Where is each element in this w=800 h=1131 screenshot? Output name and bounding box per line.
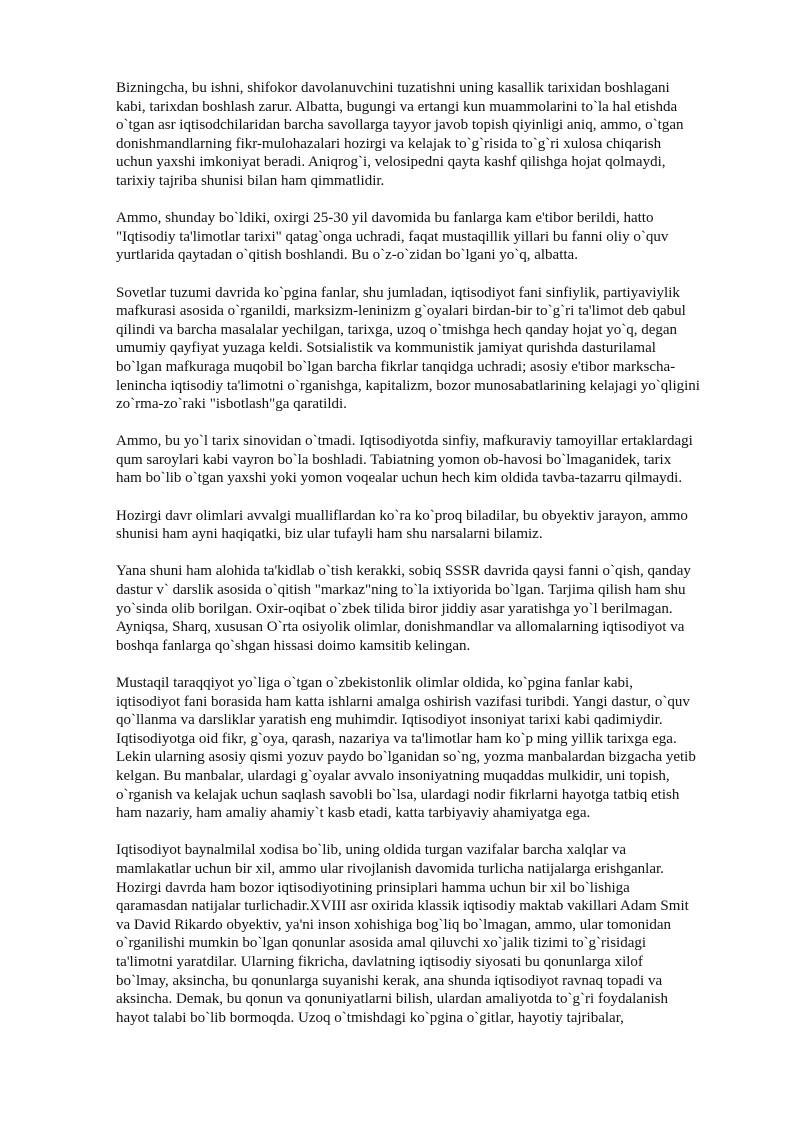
paragraph-7: Mustaqil taraqqiyot yo`liga o`tgan o`zbekistonlik olimlar oldida, ko`pgina fanlar kabi, iqtisodiyot fani borasida ham katta ishlarni amalga oshirish vazifasi turibdi. Yangi dastur, o`quv qo`llanma va darsliklar yaratish eng muhimdir. Iqtisodiyot insoniyat tarixi kabi qadimiydir. Iqtisodiyotga oid fikr, g`oya, qarash, nazariya va ta'limotlar ham ko`p ming yillik tarixga ega. Lekin ularning asosiy qismi yozuv paydo bo`lganidan so`ng, yozma manbalardan bizgacha yetib kelgan. Bu manbalar, ulardagi g`oyalar avvalo insoniyatning muqaddas mulkidir, uni topish, o`rganish va kelajak uchun saqlash savobli bo`lsa, ulardagi nodir fikrlarni hayotga tatbiq etish ham nazariy, ham amaliy ahamiy`t kasb etadi, katta tarbiyaviy ahamiyatga ega.: [116, 675, 696, 822]
paragraph-1: Bizningcha, bu ishni, shifokor davolanuvchini tuzatishni uning kasallik tarixidan boshlagani kabi, tarixdan boshlash zarur. Albatta, bugungi va ertangi kun muammolarini to`la hal etishda o`tgan asr iqtisodchilaridan barcha savollarga tayyor javob topish qiyinligi aniq, ammo, o`tgan donishmandlarning fikr-mulohazalari hozirgi va kelajak to`g`risida to`g`ri xulosa chiqarish uchun yaxshi imkoniyat beradi. Aniqrog`i, velosipedni qayta kashf qilishga hojat qolmaydi, tarixiy tajriba shunisi bilan ham qimmatlidir.: [116, 80, 684, 189]
paragraph-6: Yana shuni ham alohida ta'kidlab o`tish kerakki, sobiq SSSR davrida qaysi fanni o`qish, qanday dastur v` darslik asosida o`qitish "markaz"ning to`la ixtiyorida bo`lgan. Tarjima qilish ham shu yo`sinda olib borilgan. Oxir-oqibat o`zbek tilida biror jiddiy asar yaratishga yo`l berilmagan. Ayniqsa, Sharq, xususan O`rta osiyolik olimlar, donishmandlar va allomalarning iqtisodiyot va boshqa fanlarga qo`shgan hissasi doimo kamsitib kelingan.: [116, 563, 691, 654]
paragraph-4: Ammo, bu yo`l tarix sinovidan o`tmadi. Iqtisodiyotda sinfiy, mafkuraviy tamoyillar ertaklardagi qum saroylari kabi vayron bo`la boshladi. Tabiatning yomon ob-havosi bo`lmaganidek, tarix ham bo`lib o`tgan yaxshi yoki yomon voqealar uchun hech kim oldida tavba-tazarru qilmaydi.: [116, 433, 693, 487]
document-page: [116, 79, 756, 1046]
paragraph-3: Sovetlar tuzumi davrida ko`pgina fanlar, shu jumladan, iqtisodiyot fani sinfiylik, partiyaviylik mafkurasi asosida o`rganildi, marksizm-leninizm g`oyalari birdan-bir to`g`ri ta'limot deb qabul qilindi va barcha masalalar yechilgan, tarixga, uzoq o`tmishga hech qanday hojat yo`q, degan umumiy qayfiyat yuzaga keldi. Sotsialistik va kommunistik jamiyat qurishda dasturilamal bo`lgan mafkuraga muqobil bo`lgan barcha fikrlar tanqidga uchradi; asosiy e'tibor markscha- lenincha iqtisodiy ta'limotni o`rganishga, kapitalizm, bozor munosabatlarining kelajagi yo`qligini zo`rma-zo`raki "isbotlash"ga qaratildi.: [116, 284, 700, 413]
paragraph-5: Hozirgi davr olimlari avvalgi mualliflardan ko`ra ko`proq biladilar, bu obyektiv jarayon, ammo shunisi ham ayni haqiqatki, biz ular tufayli ham shu narsalarni bilamiz.: [116, 507, 688, 543]
paragraph-2: Ammo, shunday bo`ldiki, oxirgi 25-30 yil davomida bu fanlarga kam e'tibor berildi, hatto "Iqtisodiy ta'limotlar tarixi" qatag`onga uchradi, faqat mustaqillik yillari bu fanni oliy o`quv yurtlarida qaytadan o`qitish boshlandi. Bu o`z-o`zidan bo`lgani yo`q, albatta.: [116, 210, 669, 264]
paragraph-8: Iqtisodiyot baynalmilal xodisa bo`lib, uning oldida turgan vazifalar barcha xalqlar va mamlakatlar uchun bir xil, ammo ular rivojlanish davomida turlicha natijalarga erishganlar. Hozirgi davrda ham bozor iqtisodiyotining prinsiplari hamma uchun bir xil bo`lishiga qaramasdan natijalar turlichadir.XVIII asr oxirida klassik iqtisodiy maktab vakillari Adam Smit va David Rikardo obyektiv, ya'ni inson xohishiga bog`liq bo`lmagan, ammo, ular tomonidan o`rganilishi mumkin bo`lgan qonunlar asosida amal qiluvchi xo`jalik tizimi to`g`risidagi ta'limotni yaratdilar. Ularning fikricha, davlatning iqtisodiy siyosati bu qonunlarga xilof bo`lmay, aksincha, bu qonunlarga suyanishi kerak, ana shunda iqtisodiyot ravnaq topadi va aksincha. Demak, bu qonun va qonuniyatlarni bilish, ulardan amaliyotda to`g`ri foydalanish hayot talabi bo`lib bormoqda. Uzoq o`tmishdagi ko`pgina o`gitlar, hayotiy tajribalar,: [116, 842, 689, 1026]
